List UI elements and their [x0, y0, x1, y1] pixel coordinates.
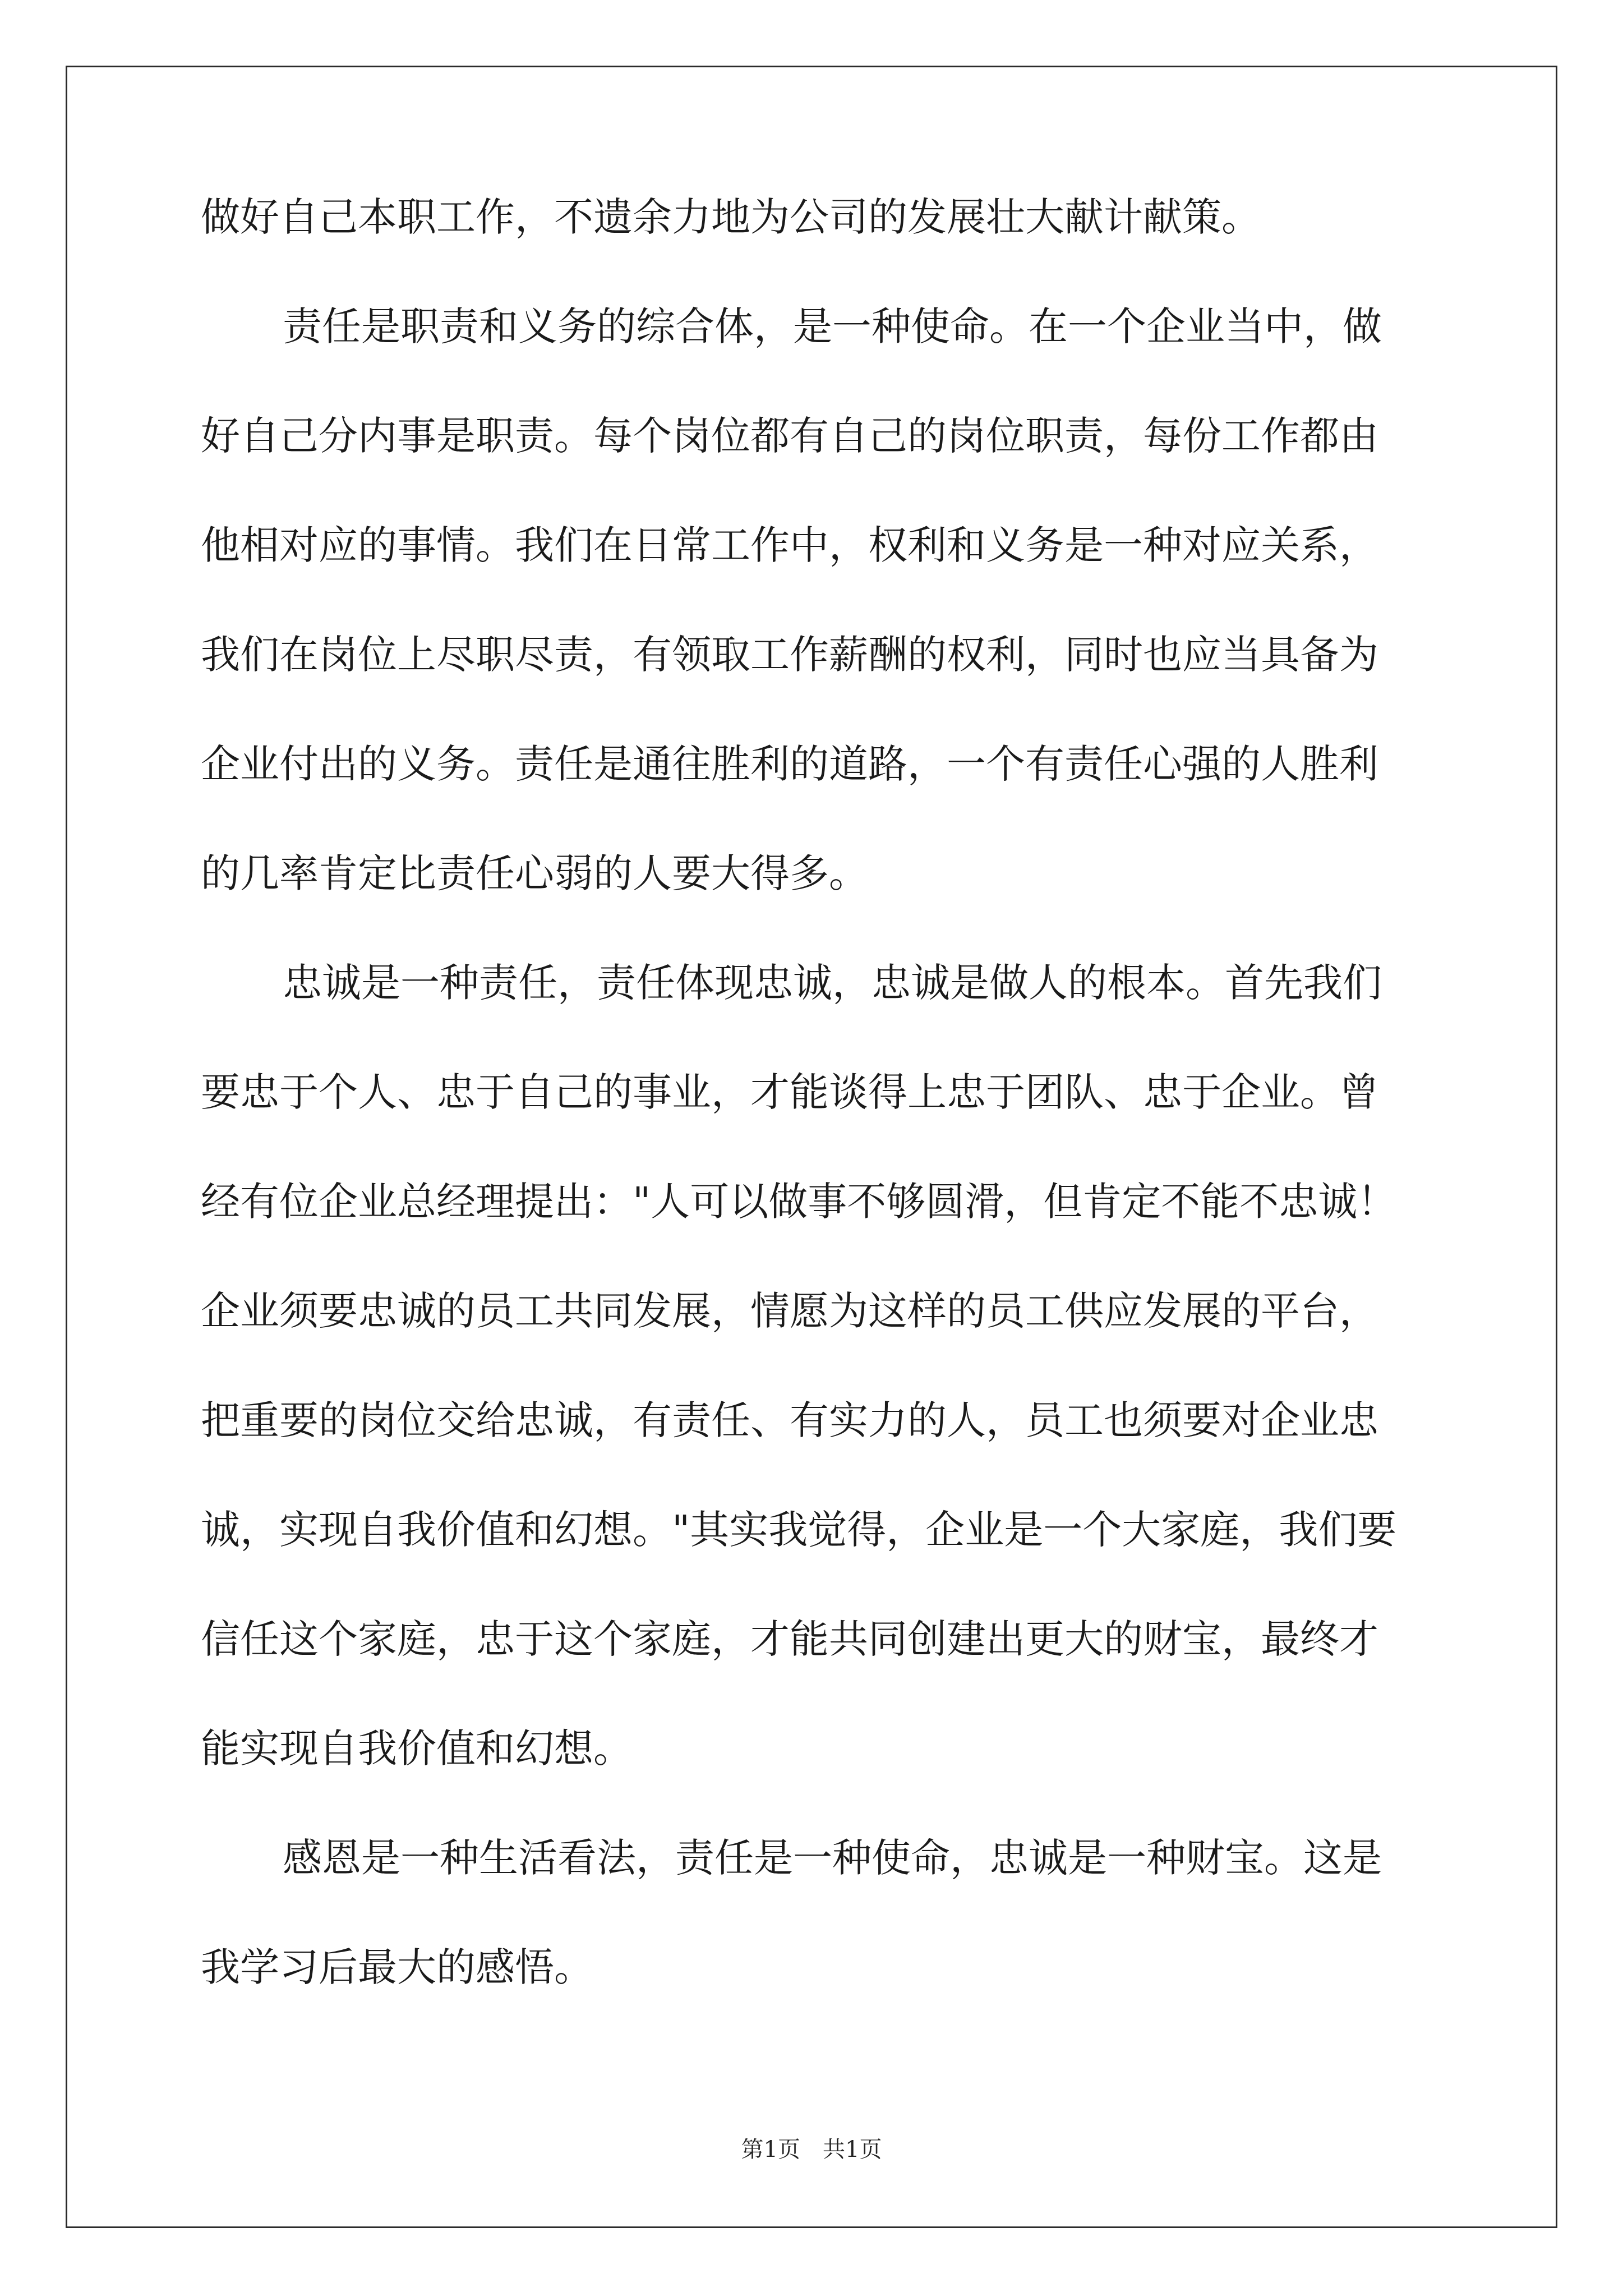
text-line: 企业须要忠诚的员工共同发展，情愿为这样的员工供应发展的平台，	[201, 1288, 1378, 1334]
text-line: 做好自己本职工作，不遗余力地为公司的发展壮大献计献策。	[201, 194, 1261, 240]
text-line: 信任这个家庭，忠于这个家庭，才能共同创建出更大的财宝，最终才	[201, 1616, 1378, 1662]
text-line: 他相对应的事情。我们在日常工作中，权利和义务是一种对应关系，	[201, 522, 1378, 568]
text-line: 的几率肯定比责任心弱的人要大得多。	[201, 850, 868, 896]
text-line: 我们在岗位上尽职尽责，有领取工作薪酬的权利，同时也应当具备为	[201, 632, 1378, 678]
text-line: 要忠于个人、忠于自己的事业，才能谈得上忠于团队、忠于企业。曾	[201, 1069, 1378, 1115]
text-line: 好自己分内事是职责。每个岗位都有自己的岗位职责，每份工作都由	[201, 413, 1378, 459]
text-line: 能实现自我价值和幻想。	[201, 1726, 633, 1772]
paragraph-start-line: 感恩是一种生活看法，责任是一种使命，忠诚是一种财宝。这是	[283, 1835, 1382, 1881]
text-line: 企业付出的义务。责任是通往胜利的道路，一个有责任心强的人胜利	[201, 741, 1378, 787]
text-line: 我学习后最大的感悟。	[201, 1944, 593, 1990]
document-body	[201, 196, 1422, 2056]
page-number-footer: 第1页 共1页	[741, 2137, 882, 2162]
text-line: 经有位企业总经理提出："人可以做事不够圆滑，但肯定不能不忠诚！	[201, 1179, 1397, 1225]
text-line: 诚，实现自我价值和幻想。"其实我觉得，企业是一个大家庭，我们要	[201, 1507, 1397, 1553]
text-line: 把重要的岗位交给忠诚，有责任、有实力的人，员工也须要对企业忠	[201, 1397, 1378, 1443]
paragraph-start-line: 责任是职责和义务的综合体，是一种使命。在一个企业当中，做	[283, 303, 1382, 349]
paragraph-start-line: 忠诚是一种责任，责任体现忠诚，忠诚是做人的根本。首先我们	[283, 960, 1382, 1006]
